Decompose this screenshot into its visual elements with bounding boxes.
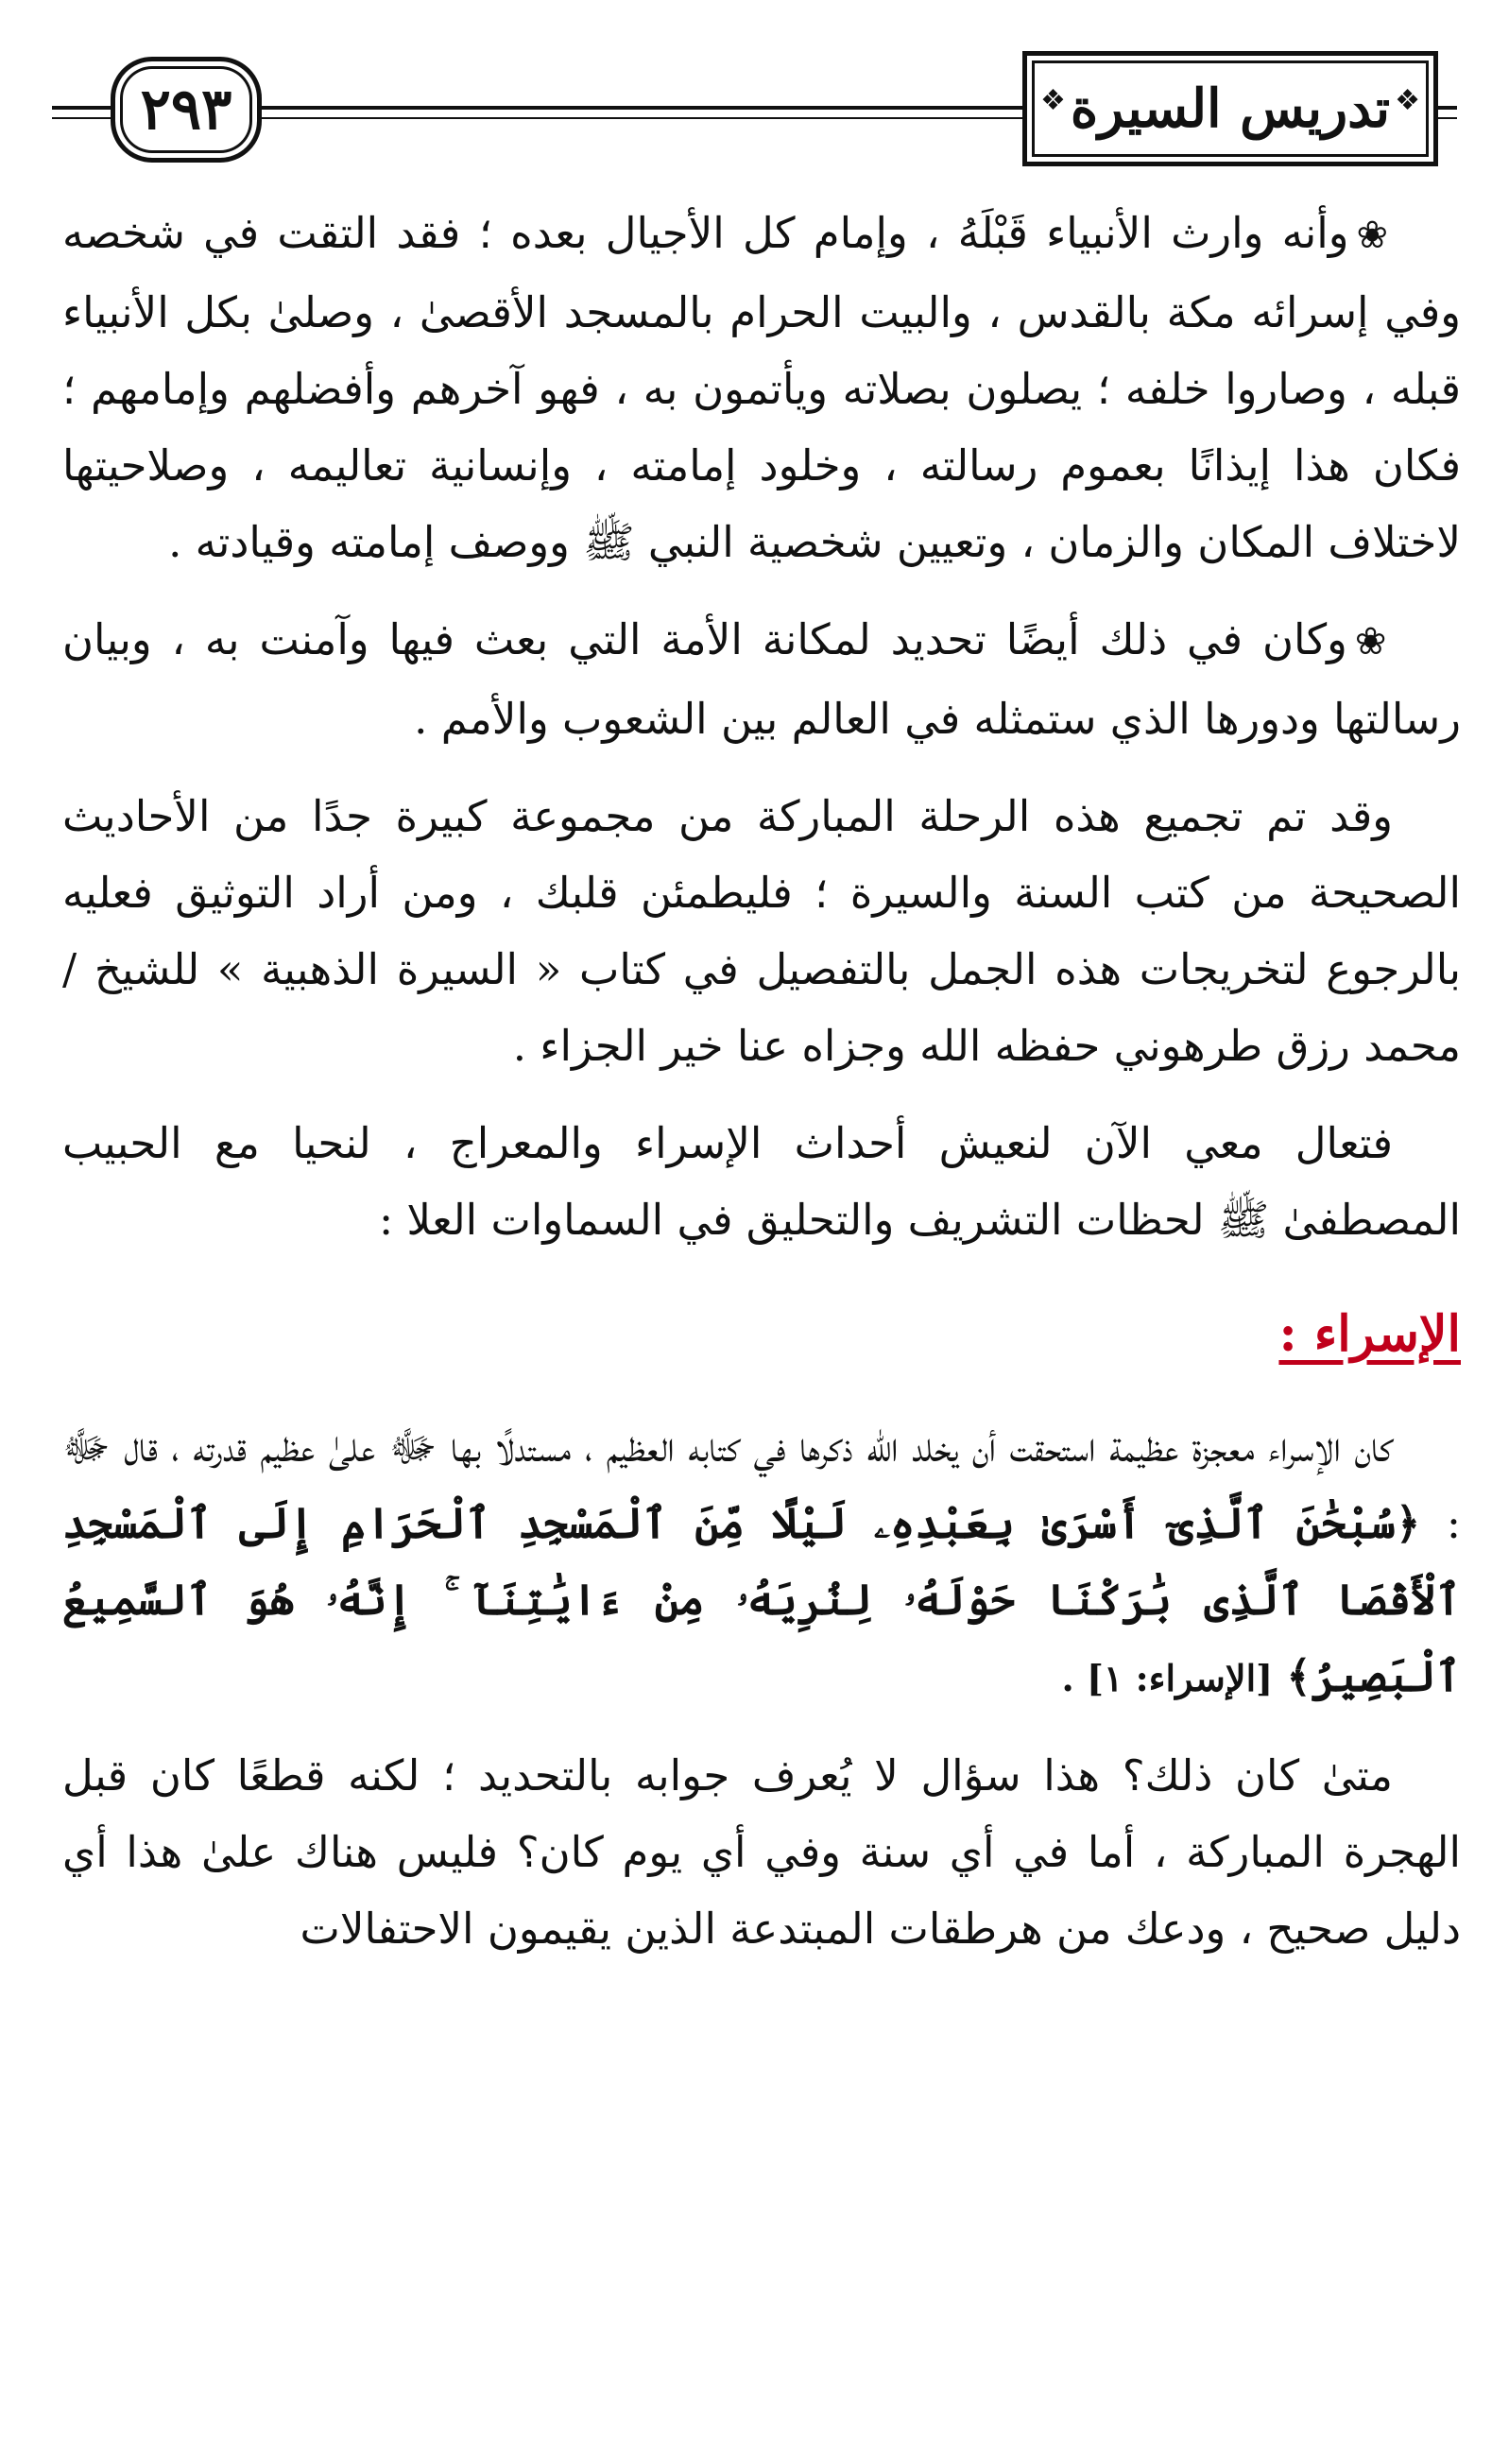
paragraph-when: متىٰ كان ذلك؟ هذا سؤال لا يُعرف جوابه بالتحديد ؛ لكنه قطعًا كان قبل الهجرة المباركة ، أما في أي سنة وفي أي يوم كان؟ فليس هناك علىٰ هذا أي دليل صحيح ، ودعك من هرطقات المبتدعة الذين يقيمون الاحتفالات: [62, 1750, 1461, 1954]
page-number: ٢٩٣: [140, 77, 232, 143]
book-title-frame: [1022, 51, 1438, 166]
paragraph-text: كان الإسراء معجزة عظيمة استحقت أن يخلد الله ذكرها في كتابه العظيم ، مستدلًا بها ﷻ علىٰ عظيم قدرته ، قال ﷻ :: [62, 1422, 1461, 1548]
paragraph-sources: وقد تم تجميع هذه الرحلة المباركة من مجموعة كبيرة جدًا من الأحاديث الصحيحة من كتب السنة والسيرة ؛ فليطمئن قلبك ، ومن أراد التوثيق فعليه بالرجوع لتخريجات هذه الجمل بالتفصيل في كتاب « السيرة الذهبية » للشيخ / محمد رزق طرهوني حفظه الله وجزاه عنا خير الجزاء .: [62, 791, 1461, 1071]
quran-verse: ﴿سُبْحَٰنَ ٱلَّذِىٓ أَسْرَىٰ بِعَبْدِهِۦ لَيْلًا مِّنَ ٱلْمَسْجِدِ ٱلْحَرَامِ إِلَى ٱلْمَسْجِدِ ٱلْأَقْصَا ٱلَّذِى بَٰرَكْنَا حَوْلَهُۥ لِنُرِيَهُۥ مِنْ ءَايَٰتِنَآ ۚ إِنَّهُۥ هُوَ ٱلسَّمِيعُ ٱلْبَصِيرُ﴾: [62, 1498, 1461, 1701]
book-title: ❖ تدريس السيرة: [1070, 78, 1391, 140]
page-number-frame: [111, 57, 262, 163]
paragraph-nation-status: [62, 601, 1461, 757]
paragraph-text: وكان في ذلك أيضًا تحديد لمكانة الأمة التي بعث فيها وآمنت به ، وبيان رسالتها ودورها الذي ستمثله في العالم بين الشعوب والأمم .: [62, 614, 1461, 744]
page-header: [52, 45, 1457, 154]
paragraph-text: وأنه وارث الأنبياء قَبْلَهُ ، وإمام كل الأجيال بعده ؛ فقد التقت في شخصه وفي إسرائه مكة بالقدس ، والبيت الحرام بالمسجد الأقصىٰ ، وصلىٰ بكل الأنبياء قبله ، وصاروا خلفه ؛ يصلون بصلاته ويأتمون به ، فهو آخرهم وأفضلهم وإمامهم ؛ فكان هذا إيذانًا بعموم رسالته ، وخلود إمامته ، وإنسانية تعاليمه ، وصلاحيتها لاختلاف المكان والزمان ، وتعيين شخصية النبي ﷺ ووصف إمامته وقيادته .: [62, 208, 1461, 567]
flower-bullet-icon: ❀: [1356, 214, 1394, 257]
paragraph-isra-miracle: [62, 1408, 1461, 1716]
paragraph-invitation: فتعال معي الآن لنعيش أحداث الإسراء والمعراج ، لنحيا مع الحبيب المصطفىٰ ﷺ لحظات التشريف والتحليق في السماوات العلا :: [62, 1118, 1461, 1245]
page-body: [62, 195, 1461, 1988]
flower-bullet-icon: ❀: [1354, 620, 1394, 663]
verse-reference: [الإسراء: ١] .: [1061, 1657, 1274, 1699]
paragraph-prophet-imam: [62, 195, 1461, 580]
section-heading-isra: الإسراء :: [1278, 1305, 1461, 1363]
